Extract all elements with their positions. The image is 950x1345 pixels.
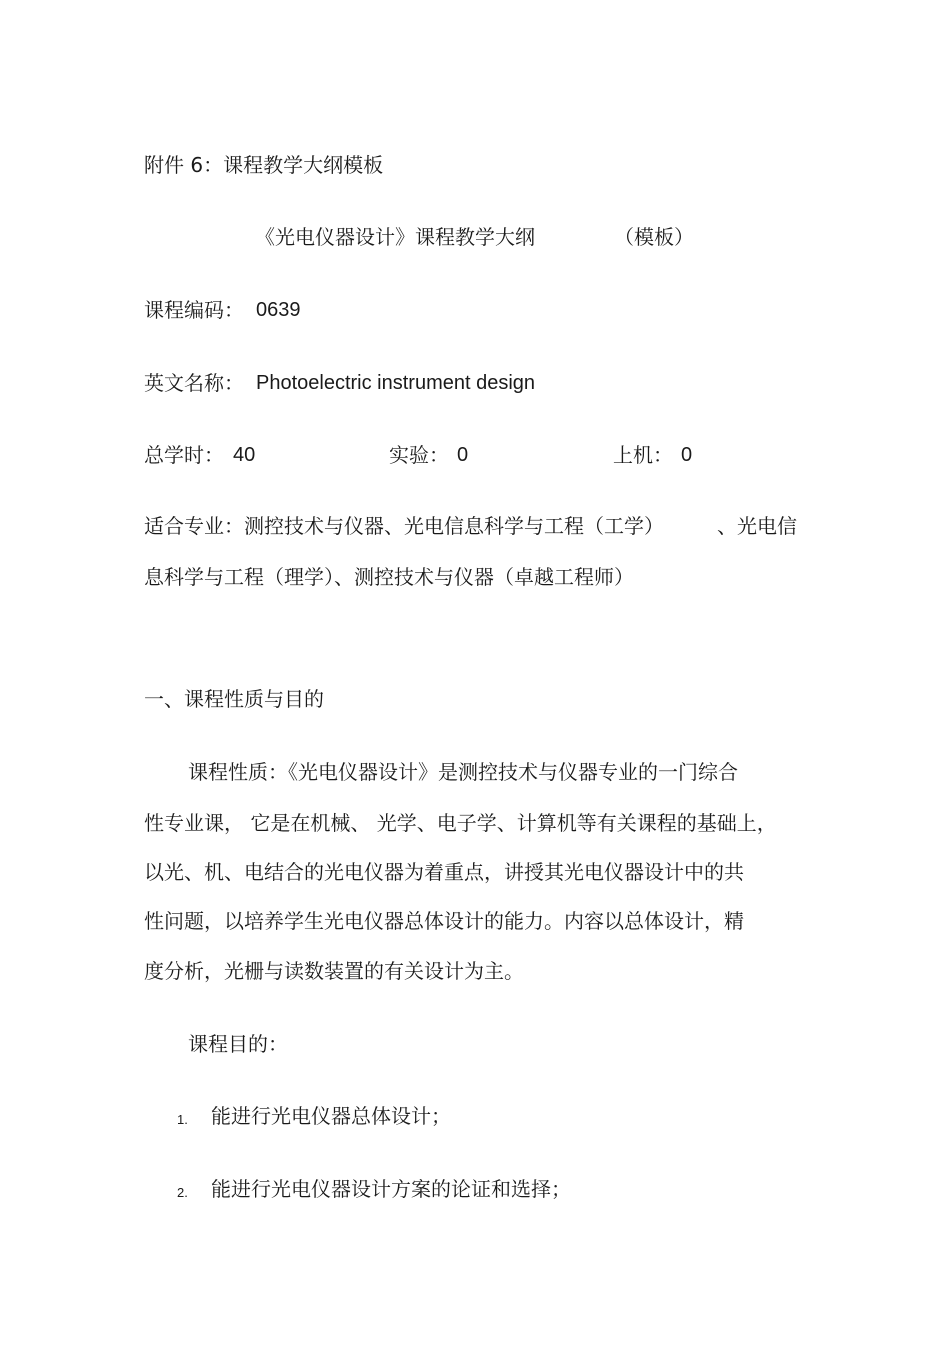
section-heading: 一、课程性质与目的 bbox=[144, 687, 324, 711]
majors-line-1: 适合专业：测控技术与仪器、光电信息科学与工程（工学） bbox=[144, 514, 664, 538]
nature-line-4: 性问题，以培养学生光电仪器总体设计的能力。内容以总体设计，精 bbox=[144, 909, 744, 933]
course-code-label: 课程编码： bbox=[144, 298, 244, 322]
nature-line-2: 性专业课， 它是在机械、 光学、电子学、计算机等有关课程的基础上， bbox=[144, 811, 777, 835]
lab-hours-value: 0 bbox=[457, 444, 469, 466]
nature-line-5: 度分析，光栅与读数装置的有关设计为主。 bbox=[144, 959, 524, 983]
majors-line-1-tail: 、光电信 bbox=[717, 514, 797, 538]
nature-line-1: 课程性质：《光电仪器设计》是测控技术与仪器专业的一门综合 bbox=[188, 760, 738, 784]
computer-hours-label: 上机： bbox=[613, 443, 673, 467]
list-item-number: 1. bbox=[177, 1112, 188, 1127]
majors-line-2: 息科学与工程（理学）、测控技术与仪器（卓越工程师） bbox=[144, 565, 634, 589]
attachment-label: 附件 6：课程教学大纲模板 bbox=[144, 153, 384, 177]
course-code-value: 0639 bbox=[256, 299, 301, 321]
list-item: 能进行光电仪器总体设计； bbox=[211, 1104, 451, 1128]
list-item-number: 2. bbox=[177, 1185, 188, 1200]
english-name-value: Photoelectric instrument design bbox=[256, 372, 536, 394]
purpose-label: 课程目的： bbox=[188, 1032, 288, 1056]
document-title: 《光电仪器设计》课程教学大纲 bbox=[255, 225, 535, 249]
total-hours-label: 总学时： bbox=[144, 443, 224, 467]
computer-hours-value: 0 bbox=[681, 444, 693, 466]
list-item: 能进行光电仪器设计方案的论证和选择； bbox=[211, 1177, 571, 1201]
total-hours-value: 40 bbox=[233, 444, 256, 466]
lab-hours-label: 实验： bbox=[389, 443, 449, 467]
nature-line-3: 以光、机、电结合的光电仪器为着重点，讲授其光电仪器设计中的共 bbox=[144, 860, 744, 884]
document-title-suffix: （模板） bbox=[614, 225, 694, 249]
english-name-label: 英文名称： bbox=[144, 371, 244, 395]
